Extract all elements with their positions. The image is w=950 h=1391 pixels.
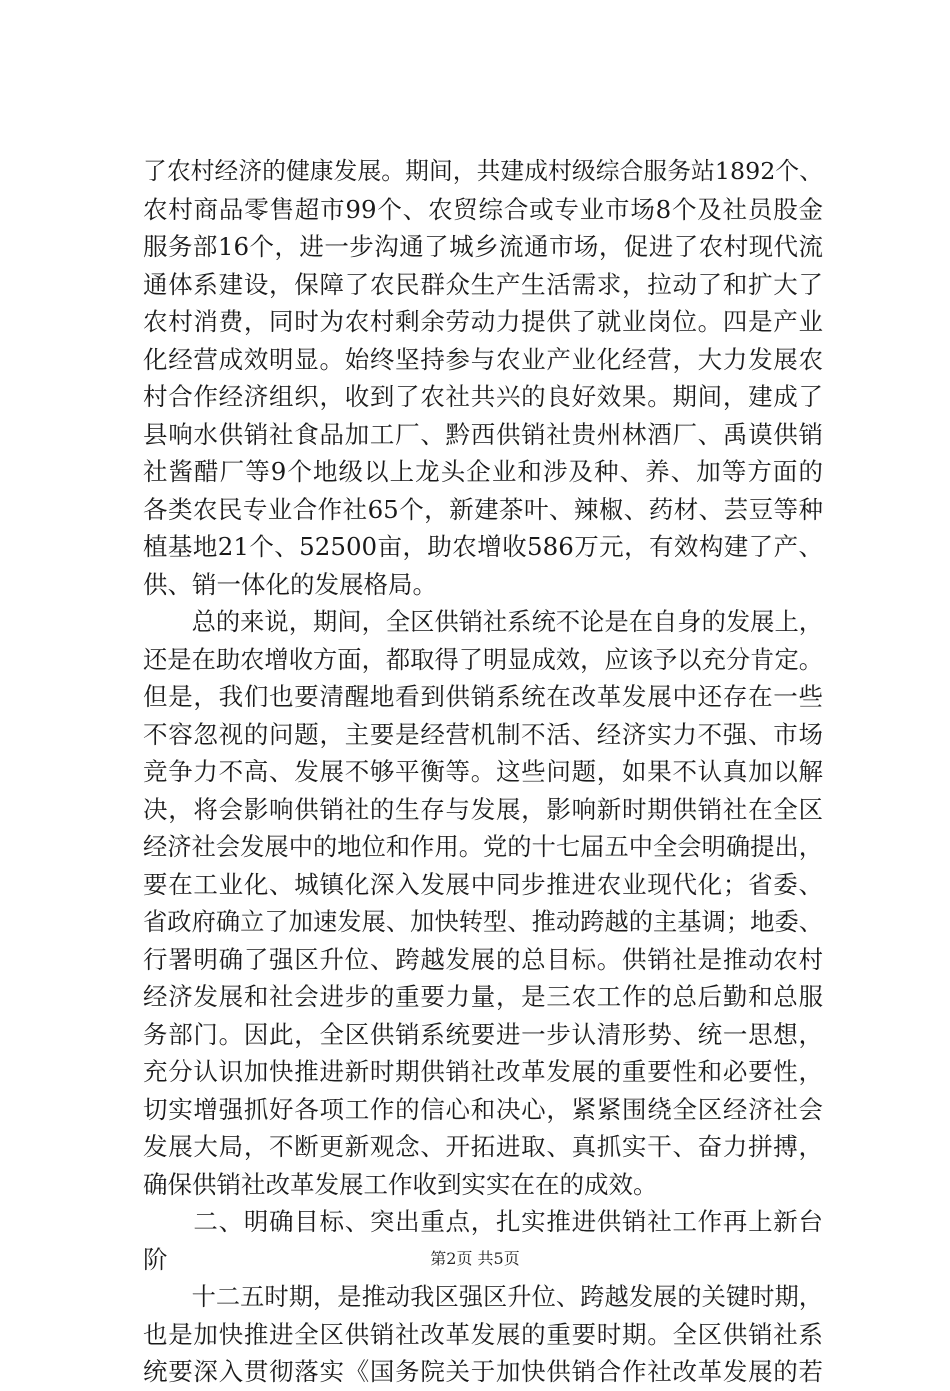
section-heading-line: 阶 (143, 1244, 168, 1274)
text-line: 了农村经济的健康发展。期间，共建成村级综合服务站1892个、 (143, 157, 823, 185)
text-line: 行署明确了强区升位、跨越发展的总目标。供销社是推动农村 (143, 944, 823, 974)
text-line: 统要深入贯彻落实《国务院关于加快供销合作社改革发展的若 (143, 1357, 823, 1386)
body-text (143, 153, 823, 1391)
text-line: 总的来说，期间，全区供销社系统不论是在自身的发展上， (143, 607, 823, 636)
text-line: 十二五时期，是推动我区强区升位、跨越发展的关键时期， (143, 1282, 823, 1311)
text-line: 发展大局，不断更新观念、开拓进取、真抓实干、奋力拼搏， (143, 1132, 823, 1161)
text-line: 还是在助农增收方面，都取得了明显成效，应该予以充分肯定。 (143, 644, 823, 674)
text-line: 决，将会影响供销社的生存与发展，影响新时期供销社在全区 (143, 794, 823, 824)
text-line: 农村商品零售超市99个、农贸综合或专业市场8个及社员股金 (143, 194, 823, 224)
text-line: 但是，我们也要清醒地看到供销系统在改革发展中还存在一些 (143, 682, 823, 711)
text-line: 要在工业化、城镇化深入发展中同步推进农业现代化；省委、 (143, 869, 823, 899)
text-line: 务部门。因此，全区供销系统要进一步认清形势、统一思想， (143, 1019, 823, 1049)
text-line: 充分认识加快推进新时期供销社改革发展的重要性和必要性， (143, 1057, 823, 1086)
text-line: 植基地21个、52500亩，助农增收586万元，有效构建了产、 (143, 532, 823, 561)
text-line: 切实增强抓好各项工作的信心和决心，紧紧围绕全区经济社会 (143, 1094, 823, 1124)
text-line: 农村消费，同时为农村剩余劳动力提供了就业岗位。四是产业 (143, 307, 823, 336)
text-line: 各类农民专业合作社65个，新建茶叶、辣椒、药材、芸豆等种 (143, 494, 823, 524)
text-line: 县响水供销社食品加工厂、黔西供销社贵州林酒厂、禹谟供销 (143, 419, 823, 449)
text-line: 确保供销社改革发展工作收到实实在在的成效。 (143, 1169, 658, 1199)
text-line: 服务部16个，进一步沟通了城乡流通市场，促进了农村现代流 (143, 232, 823, 261)
text-line: 村合作经济组织，收到了农社共兴的良好效果。期间，建成了 (143, 382, 823, 411)
text-line: 不容忽视的问题，主要是经营机制不活、经济实力不强、市场 (143, 719, 823, 749)
text-line: 省政府确立了加速发展、加快转型、推动跨越的主基调；地委、 (143, 907, 823, 936)
text-line: 经济发展和社会进步的重要力量，是三农工作的总后勤和总服 (143, 982, 823, 1011)
section-heading-line: 二、明确目标、突出重点，扎实推进供销社工作再上新台 (143, 1207, 823, 1236)
page-number-footer: 第2页 共5页 (430, 1249, 520, 1268)
text-line: 通体系建设，保障了农民群众生产生活需求，拉动了和扩大了 (143, 269, 823, 299)
text-line: 化经营成效明显。始终坚持参与农业产业化经营，大力发展农 (143, 344, 823, 374)
text-line: 供、销一体化的发展格局。 (143, 569, 437, 599)
text-line: 社酱醋厂等9个地级以上龙头企业和涉及种、养、加等方面的 (143, 457, 823, 486)
text-line: 竞争力不高、发展不够平衡等。这些问题，如果不认真加以解 (143, 757, 823, 786)
text-line: 也是加快推进全区供销社改革发展的重要时期。全区供销社系 (143, 1319, 823, 1349)
text-line: 经济社会发展中的地位和作用。党的十七届五中全会明确提出， (143, 832, 823, 861)
